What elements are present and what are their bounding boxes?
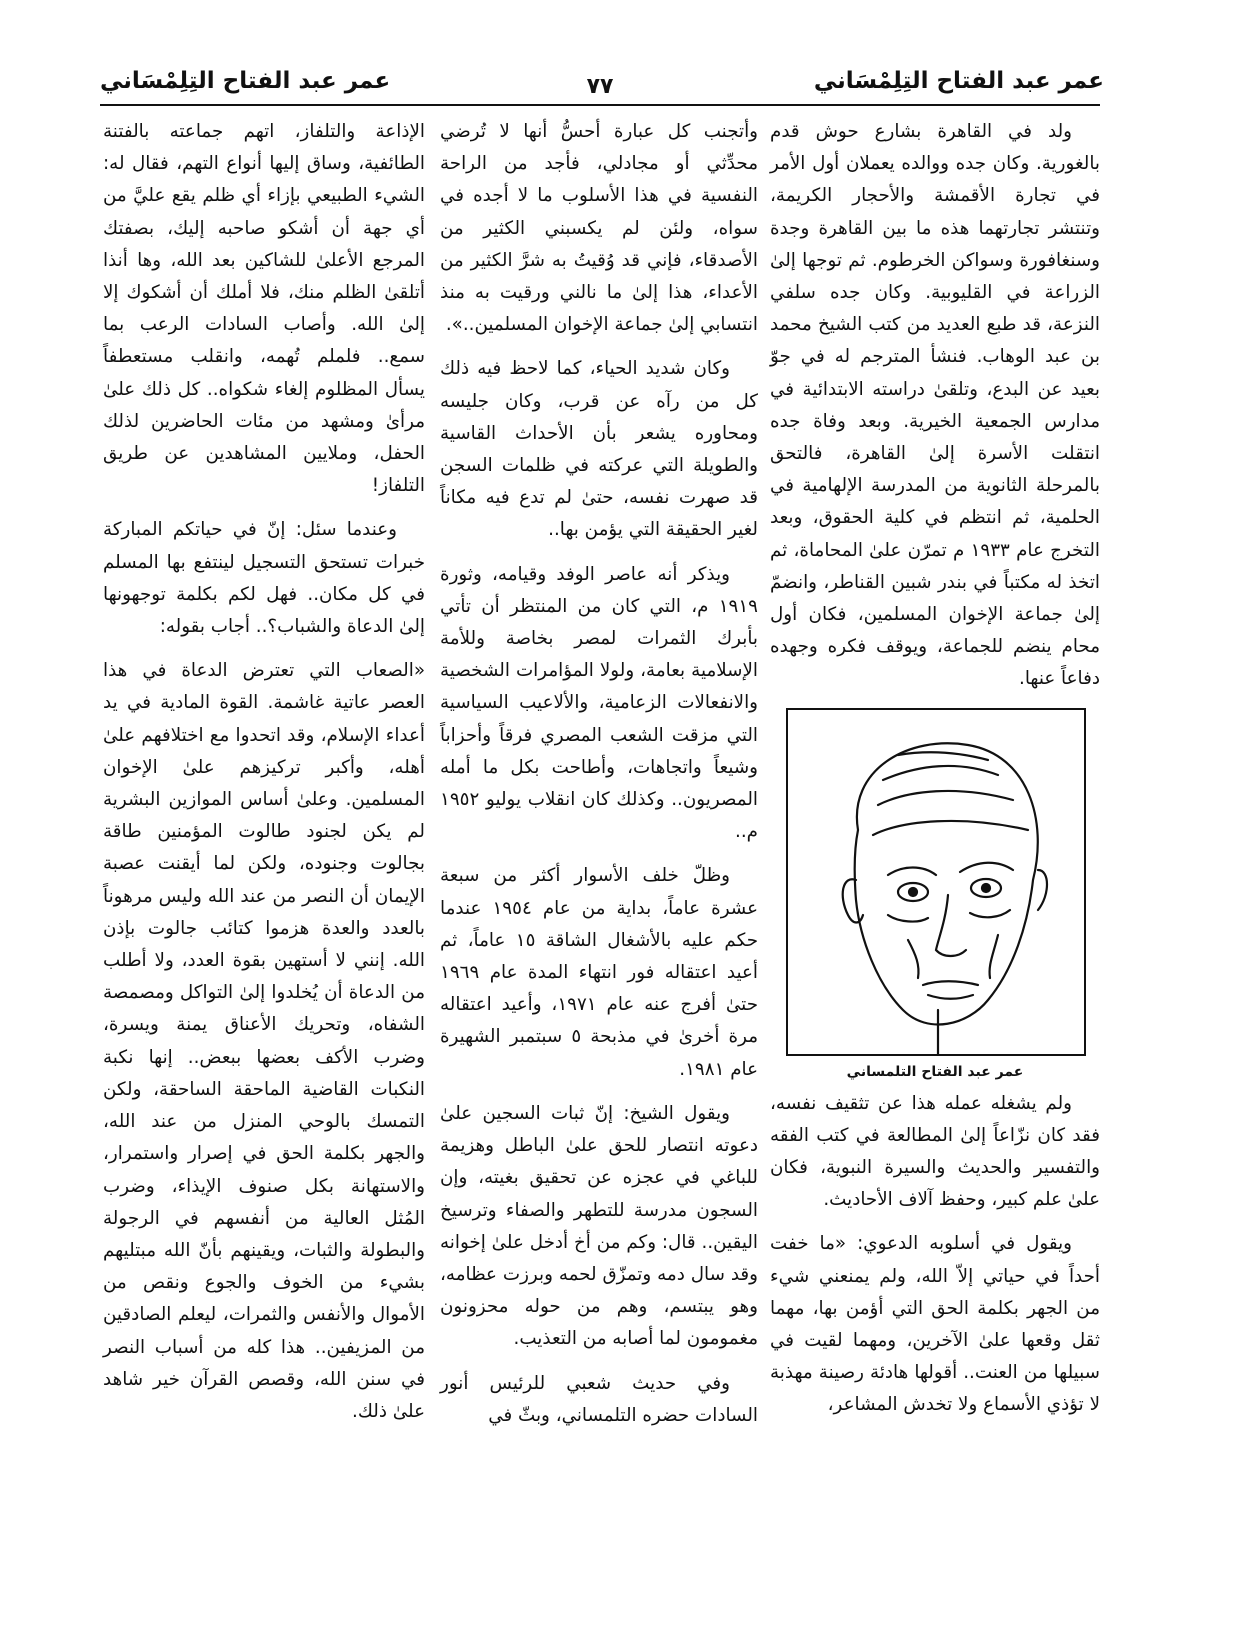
paragraph: ويقول في أسلوبه الدعوي: «ما خفت أحداً في حياتي إلاّ الله، ولم يمنعني شيء من الجهر بكلمة الحق التي أؤمن بها، مهما ثقل وقعها علىٰ الآخرين، ومهما لقيت في سبيلها من العنت.. أقولها هادئة رصينة مهذبة لا تؤذي الأسماع ولا تخدش المشاعر، [770,1233,1100,1416]
running-header-left: عمر عبد الفتاح التِلِمْسَاني [100,68,391,94]
column-middle [440,116,758,1444]
portrait-sketch [788,710,1084,1054]
portrait-caption: عمر عبد الفتاح التلمساني [846,1063,1024,1080]
header-rule [100,104,1100,106]
paragraph: وأتجنب كل عبارة أحسُّ أنها لا تُرضي محدِّثي أو مجادلي، فأجد من الراحة النفسية في هذا الأسلوب ما لا أجده في سواه، ولئن لم يكسبني الكثير من الأصدقاء، فإني قد وُقيتُ به شرَّ الكثير من الأعداء، هذا إلىٰ ما نالني ورقيت به منذ انتسابي إلىٰ جماعة الإخوان المسلمين..». [440,121,758,336]
paragraph: ويذكر أنه عاصر الوفد وقيامه، وثورة ١٩١٩ م، التي كان من المنتظر أن تأتي بأبرك الثمرات لمصر بخاصة وللأمة الإسلامية بعامة، ولولا المؤامرات الشخصية والانفعالات الزعامية، والألاعيب السياسية التي مزقت الشعب المصري فرقاً وأحزاباً وشيعاً واتجاهات، وأطاحت بكل ما أمله المصريون.. وكذلك كان انقلاب يوليو ١٩٥٢ م.. [440,563,758,843]
portrait-image [786,708,1086,1056]
paragraph: وعندما سئل: إنّ في حياتكم المباركة خبرات تستحق التسجيل لينتفع بها المسلم في كل مكان.. فهل لكم بكلمة توجهونها إلىٰ الدعاة والشباب؟.. أجاب بقوله: [103,519,425,638]
running-header-right: عمر عبد الفتاح التِلِمْسَاني [813,68,1104,94]
page-number: ٧٧ [586,74,614,99]
paragraph: وكان شديد الحياء، كما لاحظ فيه ذلك كل من رآه عن قرب، وكان جليسه ومحاوره يشعر بأن الأحداث القاسية والطويلة التي عركته في ظلمات السجن قد صهرت نفسه، حتىٰ لم تدع فيه مكاناً لغير الحقيقة التي يؤمن بها.. [440,358,758,541]
paragraph: ويقول الشيخ: إنّ ثبات السجين علىٰ دعوته انتصار للحق علىٰ الباطل وهزيمة للباغي في عجزه عن تحقيق بغيته، وإن السجون مدرسة للتطهر والصفاء وترسيخ اليقين.. قال: وكم من أخ أدخل علىٰ إخوانه وقد سال دمه وتمزّق لحمه وبرزت عظامه، وهو يبتسم، وهم من حوله محزونون مغمومون لما أصابه من التعذيب. [440,1102,758,1350]
paragraph: ولم يشغله عمله هذا عن تثقيف نفسه، فقد كان نزّاعاً إلىٰ المطالعة في كتب الفقه والتفسير والحديث والسيرة النبوية، فكان علىٰ علم كبير، وحفظ آلاف الأحاديث. [770,1092,1100,1211]
column-left [103,116,425,1440]
paragraph: وظلّ خلف الأسوار أكثر من سبعة عشرة عاماً، بداية من عام ١٩٥٤ عندما حكم عليه بالأشغال الشاقة ١٥ عاماً، ثم أعيد اعتقاله فور انتهاء المدة عام ١٩٦٩ حتىٰ أفرج عنه عام ١٩٧١، وأعيد اعتقاله مرة أخرىٰ في مذبحة ٥ سبتمبر الشهيرة عام ١٩٨١. [440,865,758,1080]
column-right [770,116,1100,1434]
paragraph: الإذاعة والتلفاز، اتهم جماعته بالفتنة الطائفية، وساق إليها أنواع التهم، فقال له: الشيء الطبيعي بإزاء أي ظلم يقع عليَّ من أي جهة أن أشكو صاحبه إليك، بصفتك المرجع الأعلىٰ للشاكين بعد الله، وها أنذا أتلقىٰ الظلم منك، فلا أملك أن أشكوك إلا إلىٰ الله. وأصاب السادات الرعب بما سمع.. فلملم تُهمه، وانقلب مستعطفاً يسأل المظلوم إلغاء شكواه.. كل ذلك علىٰ مرأىٰ ومشهد من مئات الحاضرين لذلك الحفل، وملايين المشاهدين عن طريق التلفاز! [103,121,425,497]
paragraph: «الصعاب التي تعترض الدعاة في هذا العصر عاتية غاشمة. القوة المادية في يد أعداء الإسلام، وقد اتحدوا مع اختلافهم علىٰ أهله، وأكبر تركيزهم علىٰ الإخوان المسلمين. وعلىٰ أساس الموازين البشرية لم يكن لجنود طالوت المؤمنين طاقة بجالوت وجنوده، ولكن لما أيقنت عصبة الإيمان أن النصر من عند الله وليس مرهوناً بالعدد والعدة هزموا كتائب جالوت بإذن الله. إنني لا أستهين بقوة العدد، ولا أطلب من الدعاة أن يُخلدوا إلىٰ التواكل ومصمصة الشفاه، وتحريك الأعناق يمنة ويسرة، وضرب الأكف بعضها ببعض.. إنها نكبة النكبات القاضية الماحقة الساحقة، ولكن التمسك بالوحي المنزل من عند الله، والجهر بكلمة الحق في إصرار واستمرار، والاستهانة بكل صنوف الإيذاء، وضرب المُثل العالية من أنفسهم في الرجولة والبطولة والثبات، ويقينهم بأنّ الله مبتليهم بشيء من الخوف والجوع ونقص من الأموال والأنفس والثمرات، ليعلم الصادقين من المزيفين.. هذا كله من أسباب النصر في سنن الله، وقصص القرآن خير شاهد علىٰ ذلك. [103,660,425,1422]
paragraph: وفي حديث شعبي للرئيس أنور السادات حضره التلمساني، وبثّ في [440,1372,758,1426]
paragraph: ولد في القاهرة بشارع حوش قدم بالغورية. وكان جده ووالده يعملان أول الأمر في تجارة الأقمشة والأحجار الكريمة، وتنتشر تجارتهما هذه ما بين القاهرة وجدة وسنغافورة وسواكن الخرطوم. ثم توجها إلىٰ الزراعة في القليوبية. وكان جده سلفي النزعة، قد طبع العديد من كتب الشيخ محمد بن عبد الوهاب. فنشأ المترجم له في جوّ بعيد عن البدع، وتلقىٰ دراسته الابتدائية في مدارس الجمعية الخيرية. وبعد وفاة جده انتقلت الأسرة إلىٰ القاهرة، فالتحق بالمرحلة الثانوية من المدرسة الإلهامية في الحلمية، ثم انتظم في كلية الحقوق، وبعد التخرج عام ١٩٣٣ م تمرّن علىٰ المحاماة، ثم اتخذ له مكتباً في بندر شبين القناطر، وانضمّ إلىٰ جماعة الإخوان المسلمين، فكان أول محام ينضم للجماعة، ويوقف فكره وجهده دفاعاً عنها. [770,121,1100,690]
